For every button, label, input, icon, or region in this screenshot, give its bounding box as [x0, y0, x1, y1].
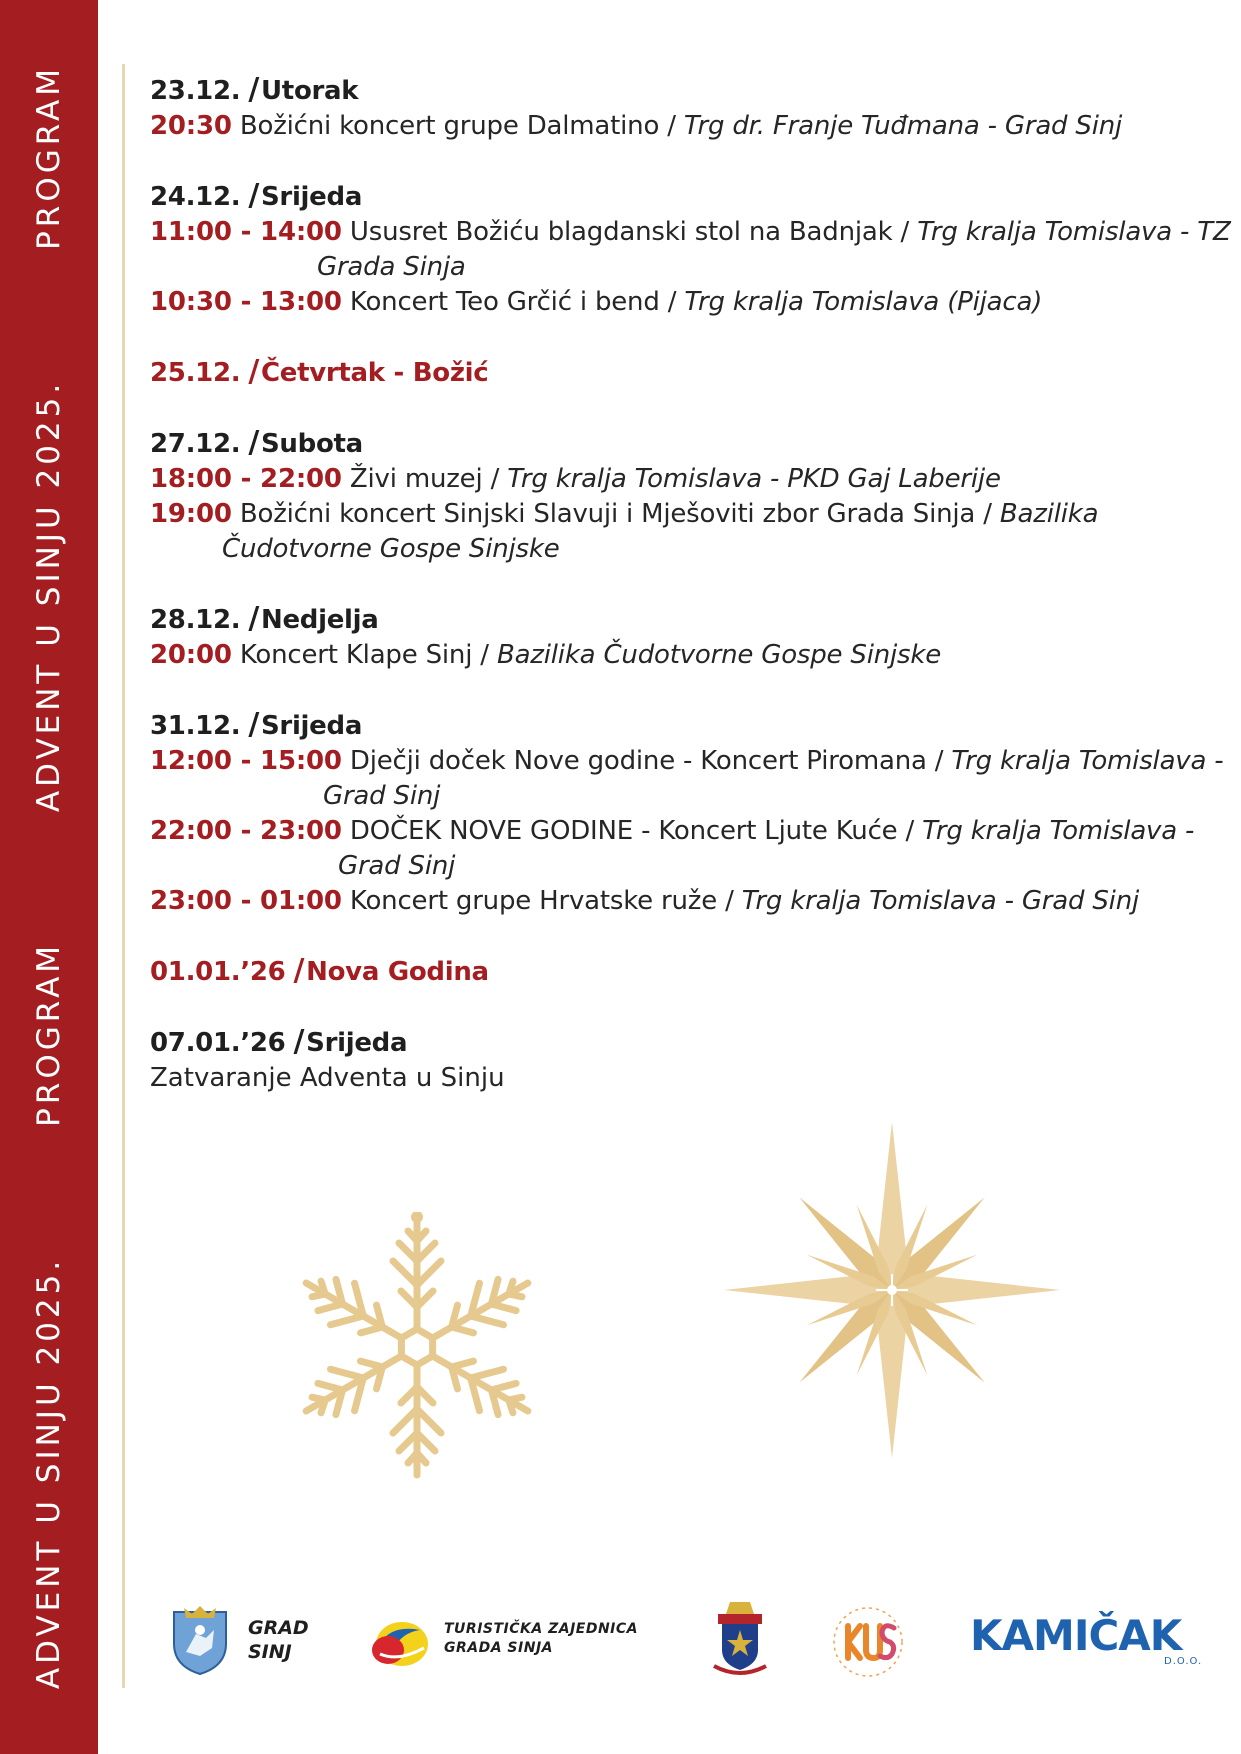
sidebar-segment: ADVENT U SINJU 2025. [31, 1256, 67, 1690]
day-heading: 25.12. /Četvrtak - Božić [150, 354, 489, 389]
event-item: 20:30 Božićni koncert grupe Dalmatino / Trg dr. Franje Tuđmana - Grad Sinj [150, 111, 1123, 141]
kamicak-logo-suffix: D.O.O. [1164, 1656, 1203, 1667]
day-heading: 23.12. /Utorak [150, 72, 359, 107]
event-title: Koncert Teo Grčić i bend [349, 287, 660, 317]
day-block [150, 1024, 1235, 1096]
event-item: 11:00 - 14:00 Ususret Božiću blagdanski stol na Badnjak / Trg kralja Tomislava - TZ Grada Sinja [150, 217, 1231, 282]
day-block [150, 601, 1235, 673]
event-location: Bazilika Čudotvorne Gospe Sinjske [222, 499, 1099, 564]
event-title: Koncert Klape Sinj [239, 640, 473, 670]
event-item: 18:00 - 22:00 Živi muzej / Trg kralja Tomislava - PKD Gaj Laberije [150, 464, 1001, 494]
event-title: Koncert grupe Hrvatske ruže [349, 886, 718, 916]
day-block [150, 953, 1235, 990]
event-time: 10:30 - 13:00 [150, 287, 342, 317]
day-block [150, 354, 1235, 391]
event-time: 22:00 - 23:00 [150, 816, 342, 846]
sidebar-segment: PROGRAM [31, 941, 67, 1127]
christmas-star-icon [722, 1120, 1062, 1460]
franciscan-crest-icon [708, 1598, 772, 1680]
grad-sinj-logo-text: GRAD SINJ [248, 1617, 309, 1663]
event-location: Trg kralja Tomislava - Grad Sinj [741, 886, 1140, 916]
event-location: Trg dr. Franje Tuđmana - Grad Sinj [683, 111, 1123, 141]
sidebar-vertical-text [29, 0, 69, 1754]
event-location: Trg kralja Tomislava (Pijaca) [684, 287, 1043, 317]
sponsor-logos [170, 1598, 1210, 1688]
event-time: 20:30 [150, 111, 232, 141]
event-note: Zatvaranje Adventa u Sinju [150, 1063, 505, 1093]
event-item: 12:00 - 15:00 Dječji doček Nove godine - Koncert Piromana / Trg kralja Tomislava - Grad Sinj [150, 746, 1224, 811]
sidebar-segment: PROGRAM [31, 64, 67, 250]
day-block [150, 707, 1235, 919]
event-time: 20:00 [150, 640, 232, 670]
event-item: 10:30 - 13:00 Koncert Teo Grčić i bend / Trg kralja Tomislava (Pijaca) [150, 287, 1043, 317]
event-item: 20:00 Koncert Klape Sinj / Bazilika Čudotvorne Gospe Sinjske [150, 640, 942, 670]
day-heading: 27.12. /Subota [150, 425, 363, 460]
sidebar-band [0, 0, 98, 1754]
event-location: Bazilika Čudotvorne Gospe Sinjske [496, 640, 942, 670]
kamicak-logo-text: KAMIČAK [970, 1611, 1182, 1660]
sidebar-segment: ADVENT U SINJU 2025. [31, 379, 67, 813]
event-title: Živi muzej [349, 464, 483, 494]
event-location: Trg kralja Tomislava - PKD Gaj Laberije [507, 464, 1001, 494]
day-block [150, 178, 1235, 320]
day-heading: 07.01.’26 /Srijeda [150, 1024, 408, 1059]
event-time: 23:00 - 01:00 [150, 886, 342, 916]
event-time: 11:00 - 14:00 [150, 217, 342, 247]
event-location: Trg kralja Tomislava - TZ Grada Sinja [317, 217, 1231, 282]
event-location: Trg kralja Tomislava - Grad Sinj [338, 816, 1195, 881]
day-heading: 31.12. /Srijeda [150, 707, 363, 742]
event-item: 22:00 - 23:00 DOČEK NOVE GODINE - Koncert Ljute Kuće / Trg kralja Tomislava - Grad Sinj [150, 816, 1195, 881]
day-heading: 24.12. /Srijeda [150, 178, 363, 213]
event-time: 18:00 - 22:00 [150, 464, 342, 494]
event-location: Trg kralja Tomislava - Grad Sinj [323, 746, 1224, 811]
event-time: 19:00 [150, 499, 232, 529]
day-block [150, 72, 1235, 144]
day-heading: 28.12. /Nedjelja [150, 601, 379, 636]
snowflake-icon [296, 1212, 538, 1482]
event-title: Ususret Božiću blagdanski stol na Badnjak [349, 217, 893, 247]
event-item: 19:00 Božićni koncert Sinjski Slavuji i Mješoviti zbor Grada Sinja / Bazilika Čudotvorne Gospe Sinjske [150, 499, 1099, 564]
event-title: Božićni koncert grupe Dalmatino [239, 111, 660, 141]
day-block [150, 425, 1235, 567]
tourist-board-logo-text: TURISTIČKA ZAJEDNICA GRADA SINJA [444, 1621, 638, 1656]
event-title: Dječji doček Nove godine - Koncert Piromana [349, 746, 927, 776]
event-item: 23:00 - 01:00 Koncert grupe Hrvatske ruže / Trg kralja Tomislava - Grad Sinj [150, 886, 1140, 916]
kus-logo-icon [830, 1604, 906, 1680]
grad-sinj-coat-of-arms-icon [170, 1604, 230, 1676]
event-time: 12:00 - 15:00 [150, 746, 342, 776]
divider-line [122, 64, 125, 1688]
event-title: Božićni koncert Sinjski Slavuji i Mješoviti zbor Grada Sinja [239, 499, 976, 529]
event-title: DOČEK NOVE GODINE - Koncert Ljute Kuće [349, 816, 898, 846]
program-list [150, 72, 1235, 1130]
day-heading: 01.01.’26 /Nova Godina [150, 953, 489, 988]
tourist-board-logo-icon [368, 1618, 430, 1670]
